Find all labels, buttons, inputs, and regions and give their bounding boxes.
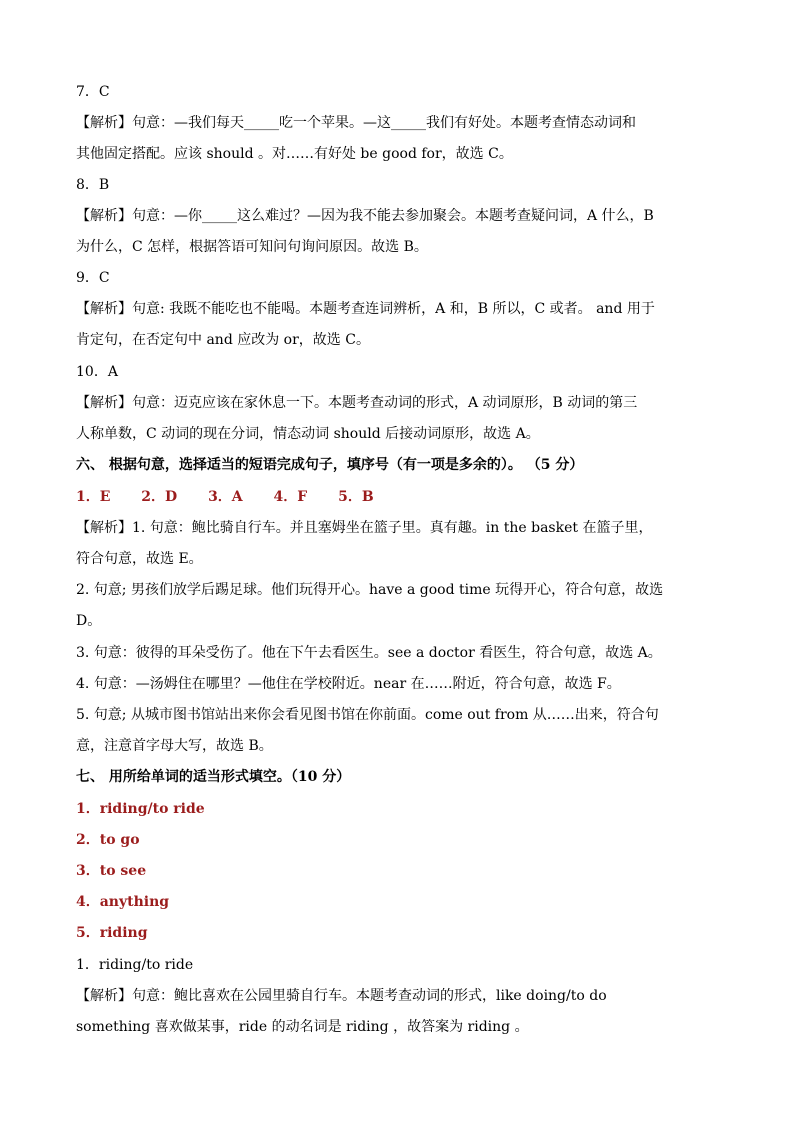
section7-answer: 3．to see <box>76 863 147 879</box>
q10-answer: 10．A <box>76 364 118 380</box>
q10-analysis-line2: 人称单数，C 动词的现在分词，情态动词 should 后接动词原形，故选 A。 <box>76 426 540 442</box>
section6-answer: 3．A <box>208 489 243 505</box>
q10-analysis-line1: 【解析】句意：迈克应该在家休息一下。本题考查动词的形式，A 动词原形，B 动词的第三 <box>76 395 638 411</box>
section6-analysis-line: 【解析】1. 句意：鲍比骑自行车。并且塞姆坐在篮子里。真有趣。in the basket 在篮子里， <box>76 520 653 536</box>
q9-answer: 9．C <box>76 270 110 286</box>
section6-analysis-line: 2. 句意; 男孩们放学后踢足球。他们玩得开心。have a good time 玩得开心，符合句意，故选 <box>76 582 664 598</box>
q8-analysis-line1: 【解析】句意：—你_____这么难过？—因为我不能去参加聚会。本题考查疑问词，A 什么，B <box>76 208 654 224</box>
section6-answer-row <box>76 487 400 507</box>
section6-analysis-line: D。 <box>76 613 102 629</box>
section6-analysis-line: 5. 句意; 从城市图书馆站出来你会看见图书馆在你前面。come out from 从……出来，符合句 <box>76 707 659 723</box>
section6-analysis-line: 意，注意首字母大写，故选 B。 <box>76 738 273 754</box>
q9-analysis-line2: 肯定句，在否定句中 and 应改为 or，故选 C。 <box>76 332 370 348</box>
q7-answer: 7．C <box>76 84 110 100</box>
section7-answer: 4．anything <box>76 894 170 910</box>
q8-answer: 8．B <box>76 177 110 193</box>
q7-analysis-line1: 【解析】句意：—我们每天_____吃一个苹果。—这_____我们有好处。本题考查情态动词和 <box>76 115 636 131</box>
section6-analysis-line: 3. 句意：彼得的耳朵受伤了。他在下午去看医生。see a doctor 看医生，符合句意，故选 A。 <box>76 645 662 661</box>
section7-q1: 1．riding/to ride <box>76 957 194 973</box>
section6-answer: 1．E <box>76 489 111 505</box>
section7-answer: 2．to go <box>76 832 140 848</box>
section6-answer: 4．F <box>273 489 308 505</box>
section6-answer: 5．B <box>338 489 374 505</box>
section7-analysis-line1: 【解析】句意：鲍比喜欢在公园里骑自行车。本题考查动词的形式，like doing/to do <box>76 988 607 1004</box>
section7-analysis-line2: something 喜欢做某事，ride 的动名词是 riding ，故答案为 riding 。 <box>76 1019 529 1035</box>
section7-answer: 5．riding <box>76 925 148 941</box>
section6-analysis-line: 符合句意，故选 E。 <box>76 551 203 567</box>
section6-title: 六、 根据句意，选择适当的短语完成句子，填序号（有一项是多余的）。 （5 分） <box>76 457 584 473</box>
section6-analysis-line: 4. 句意：—汤姆住在哪里？—他住在学校附近。near 在……附近，符合句意，故选 F。 <box>76 676 621 692</box>
q9-analysis-line1: 【解析】句意: 我既不能吃也不能喝。本题考查连词辨析，A 和，B 所以，C 或者。 and 用于 <box>76 301 655 317</box>
section7-title: 七、 用所给单词的适当形式填空。（10 分） <box>76 769 351 785</box>
q7-analysis-line2: 其他固定搭配。应该 should 。对……有好处 be good for，故选 C。 <box>76 146 513 162</box>
section7-answer: 1．riding/to ride <box>76 801 205 817</box>
q8-analysis-line2: 为什么，C 怎样，根据答语可知问句询问原因。故选 B。 <box>76 239 428 255</box>
section6-answer: 2．D <box>141 489 178 505</box>
